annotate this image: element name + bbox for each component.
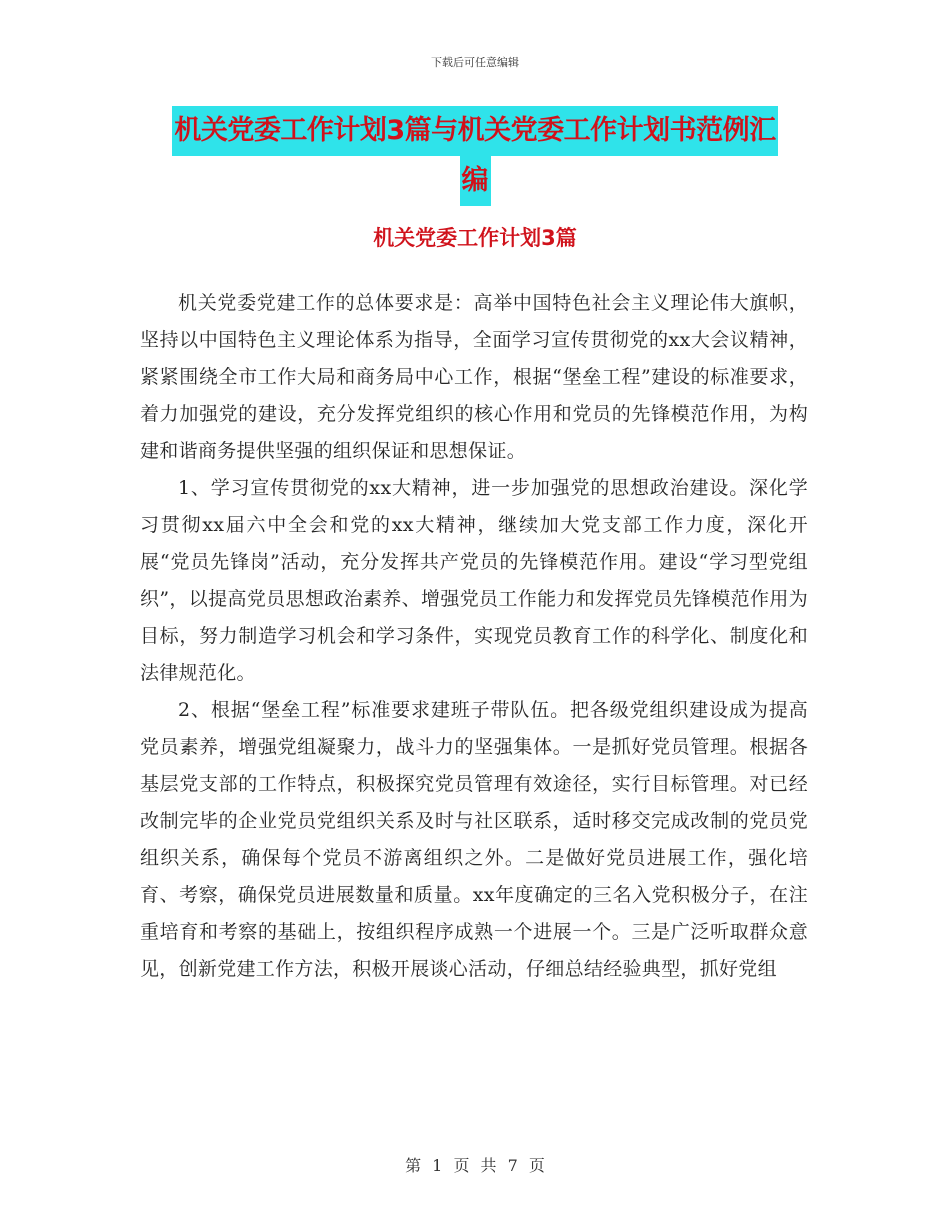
document-body <box>140 285 808 988</box>
document-title <box>140 106 810 206</box>
page-footer: 第 1 页 共 7 页 <box>405 1156 545 1175</box>
paragraph-item-2: 2、根据“堡垒工程”标准要求建班子带队伍。把各级党组织建设成为提高党员素养，增强党组凝聚力，战斗力的坚强集体。一是抓好党员管理。根据各基层党支部的工作特点，积极探究党员管理有效途径，实行目标管理。对已经改制完毕的企业党员党组织关系及时与社区联系，适时移交完成改制的党员党组织关系，确保每个党员不游离组织之外。二是做好党员进展工作，强化培育、考察，确保党员进展数量和质量。xx年度确定的三名入党积极分子，在注重培育和考察的基础上，按组织程序成熟一个进展一个。三是广泛听取群众意见，创新党建工作方法，积极开展谈心活动，仔细总结经验典型，抓好党组 <box>140 699 808 980</box>
header-note: 下载后可任意编辑 <box>431 56 519 69</box>
title-line-1: 机关党委工作计划3篇与机关党委工作计划书范例汇 <box>172 106 777 156</box>
paragraph-item-1: 1、学习宣传贯彻党的xx大精神，进一步加强党的思想政治建设。深化学习贯彻xx届六中全会和党的xx大精神，继续加大党支部工作力度，深化开展“党员先锋岗”活动，充分发挥共产党员的先锋模范作用。建设“学习型党组织”，以提高党员思想政治素养、增强党员工作能力和发挥党员先锋模范作用为目标，努力制造学习机会和学习条件，实现党员教育工作的科学化、制度化和法律规范化。 <box>140 477 808 684</box>
paragraph-intro: 机关党委党建工作的总体要求是：高举中国特色社会主义理论伟大旗帜，坚持以中国特色主义理论体系为指导，全面学习宣传贯彻党的xx大会议精神，紧紧围绕全市工作大局和商务局中心工作，根据“堡垒工程”建设的标准要求，着力加强党的建设，充分发挥党组织的核心作用和党员的先锋模范作用，为构建和谐商务提供坚强的组织保证和思想保证。 <box>140 292 808 462</box>
title-line-2: 编 <box>460 156 491 206</box>
section-subtitle: 机关党委工作计划3篇 <box>373 226 577 250</box>
